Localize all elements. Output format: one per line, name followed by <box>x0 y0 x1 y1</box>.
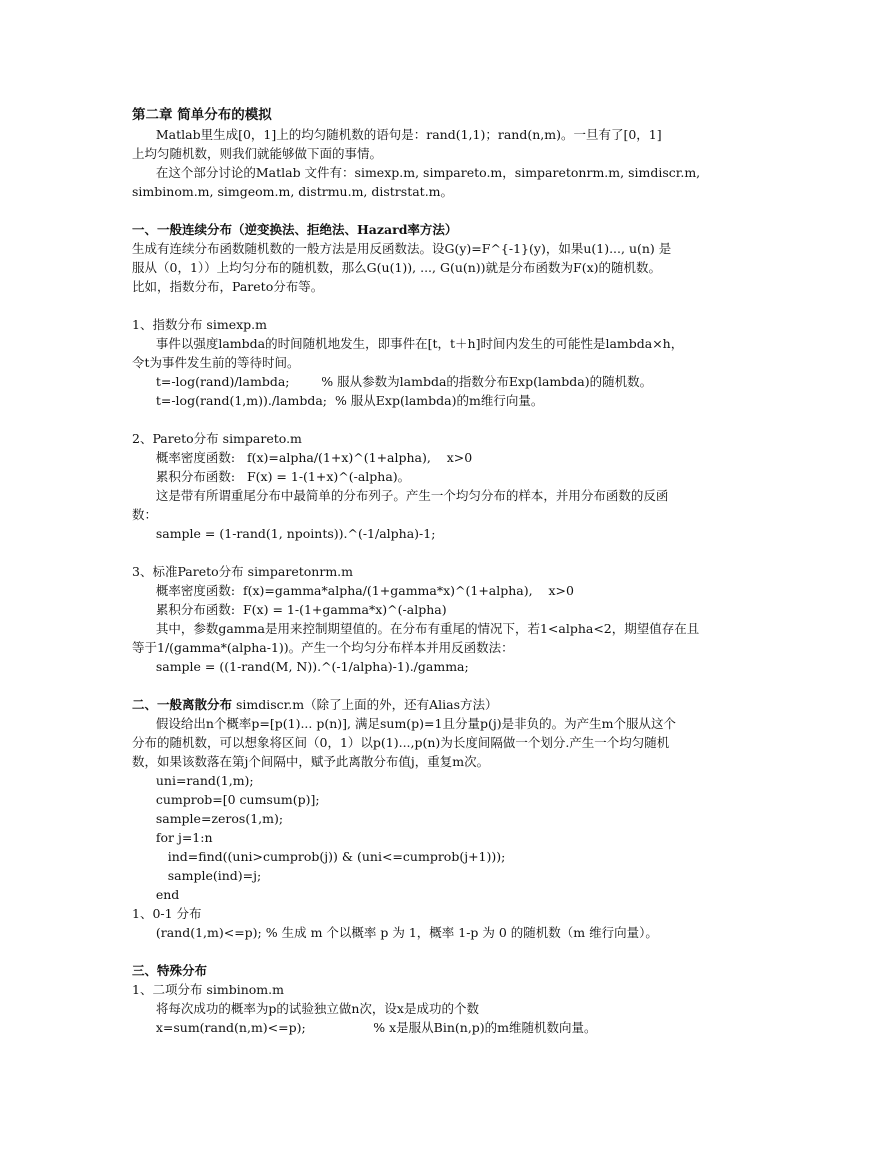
text-line: 等于1/(gamma*(alpha-1))。产生一个均匀分布样本并用反函数法： <box>132 640 514 655</box>
blank-line <box>132 296 782 315</box>
text-line: 1、0-1 分布 <box>132 906 202 921</box>
text-line: 其中，参数gamma是用来控制期望值的。在分布有重尾的情况下，若1<alpha<2，期望值存在且 <box>132 621 700 636</box>
text-line: cumprob=[0 cumsum(p)]; <box>132 792 320 807</box>
text-line: 概率密度函数: f(x)=gamma*alpha/(1+gamma*x)^(1+alpha), x>0 <box>132 583 574 598</box>
text-line: sample=zeros(1,m); <box>132 811 284 826</box>
text-line: 令t为事件发生前的等待时间。 <box>132 355 300 370</box>
text-line: 假设给出n个概率p=[p(1)... p(n)], 满足sum(p)=1且分量p(j)是非负的。为产生m个服从这个 <box>132 716 676 731</box>
text-line: uni=rand(1,m); <box>132 773 254 788</box>
blank-line <box>132 410 782 429</box>
text-line: 这是带有所谓重尾分布中最简单的分布列子。产生一个均匀分布的样本，并用分布函数的反函 <box>132 488 669 503</box>
text-line: for j=1:n <box>132 830 213 845</box>
text-line: x=sum(rand(n,m)<=p); % x是服从Bin(n,p)的m维随机数向量。 <box>132 1020 597 1035</box>
text-line: sample(ind)=j; <box>132 868 262 883</box>
text-line: 3、标准Pareto分布 simparetonrm.m <box>132 564 353 579</box>
text-line: t=-log(rand(1,m))./lambda; % 服从Exp(lambda)的m维行向量。 <box>132 393 544 408</box>
text-line: t=-log(rand)/lambda; % 服从参数为lambda的指数分布Exp(lambda)的随机数。 <box>132 374 653 389</box>
text-line: 概率密度函数: f(x)=alpha/(1+x)^(1+alpha), x>0 <box>132 450 473 465</box>
text-line: Matlab里生成[0，1]上的均匀随机数的语句是：rand(1,1)；rand(n,m)。一旦有了[0，1] <box>132 127 662 142</box>
blank-line <box>132 543 782 562</box>
text-line: 累积分布函数: F(x) = 1-(1+x)^(-alpha)。 <box>132 469 411 484</box>
text-line: simbinom.m, simgeom.m, distrmu.m, distrstat.m。 <box>132 184 454 199</box>
text-line: 生成有连续分布函数随机数的一般方法是用反函数法。设G(y)=F^{-1}(y)，如果u(1)..., u(n) 是 <box>132 241 672 256</box>
text-line: 在这个部分讨论的Matlab 文件有：simexp.m, simpareto.m，simparetonrm.m, simdiscr.m, <box>132 165 701 180</box>
text-line: 将每次成功的概率为p的试验独立做n次，设x是成功的个数 <box>132 1001 479 1016</box>
section-heading: 一、一般连续分布（逆变换法、拒绝法、Hazard率方法） <box>132 222 458 237</box>
text-line: 1、指数分布 simexp.m <box>132 317 267 332</box>
section-heading-rest: simdiscr.m（除了上面的外，还有Alias方法） <box>232 697 498 712</box>
text-line: 2、Pareto分布 simpareto.m <box>132 431 302 446</box>
blank-line <box>132 942 782 961</box>
text-line: 上均匀随机数，则我们就能够做下面的事情。 <box>132 146 383 161</box>
blank-line <box>132 201 782 220</box>
text-line: sample = (1-rand(1, npoints)).^(-1/alpha)-1; <box>132 526 436 541</box>
section-heading <box>132 695 782 714</box>
text-line: 分布的随机数，可以想象将区间（0，1）以p(1)...,p(n)为长度间隔做一个划分.产生一个均匀随机 <box>132 735 670 750</box>
chapter-title: 第二章 简单分布的模拟 <box>132 107 272 123</box>
text-line: end <box>132 887 180 902</box>
text-line: 事件以强度lambda的时间随机地发生，即事件在[t，t＋h]时间内发生的可能性是lambda×h， <box>132 336 684 351</box>
text-line: 数： <box>132 507 158 522</box>
text-line: 数，如果该数落在第j个间隔中，赋予此离散分布值j，重复m次。 <box>132 754 490 769</box>
blank-line <box>132 676 782 695</box>
text-line: sample = ((1-rand(M, N)).^(-1/alpha)-1)./gamma; <box>132 659 469 674</box>
text-line: (rand(1,m)<=p); % 生成 m 个以概率 p 为 1，概率 1-p 为 0 的随机数（m 维行向量）。 <box>132 925 658 940</box>
section-heading: 三、特殊分布 <box>132 963 208 978</box>
text-line: ind=find((uni>cumprob(j)) & (uni<=cumprob(j+1))); <box>132 849 506 864</box>
text-line: 服从（0，1））上均匀分布的随机数，那么G(u(1)), ..., G(u(n))就是分布函数为F(x)的随机数。 <box>132 260 662 275</box>
text-line: 比如，指数分布，Pareto分布等。 <box>132 279 324 294</box>
section-heading-bold: 二、一般离散分布 <box>132 697 233 712</box>
text-line: 累积分布函数: F(x) = 1-(1+gamma*x)^(-alpha) <box>132 602 447 617</box>
text-line: 1、二项分布 simbinom.m <box>132 982 284 997</box>
document-body <box>132 106 782 1037</box>
